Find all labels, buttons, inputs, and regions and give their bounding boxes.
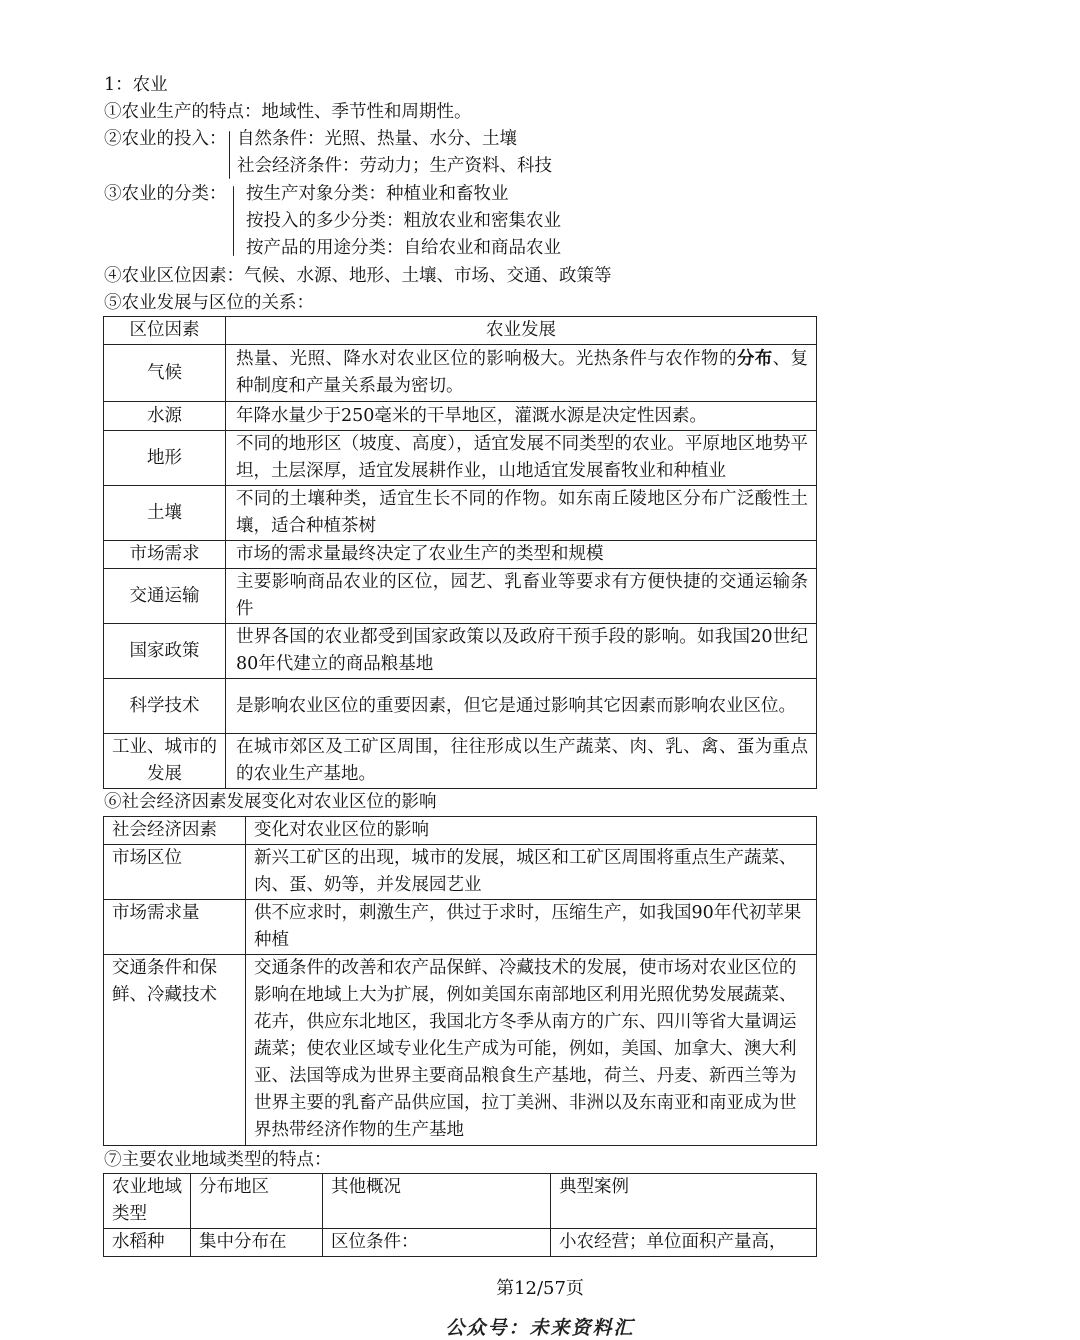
table-row xyxy=(104,345,817,402)
point-2-items xyxy=(237,126,552,180)
desc-cell xyxy=(226,345,817,402)
table-header-cell: 农业发展 xyxy=(226,317,817,345)
region-cell: 集中分布在 xyxy=(191,1229,323,1257)
brace-icon xyxy=(229,131,230,179)
table-header-cell: 农业地域类型 xyxy=(104,1174,191,1229)
factor-cell: 气候 xyxy=(104,345,226,402)
desc-cell: 主要影响商品农业的区位，园艺、乳畜业等要求有方便快捷的交通运输条件 xyxy=(226,569,817,624)
factor-cell: 科学技术 xyxy=(104,679,226,734)
factor-cell: 市场需求量 xyxy=(104,900,246,955)
other-cell: 区位条件： xyxy=(323,1229,551,1257)
factor-cell: 土壤 xyxy=(104,486,226,541)
point-3-item: 按生产对象分类：种植业和畜牧业 xyxy=(246,184,509,204)
case-cell: 小农经营；单位面积产量高， xyxy=(551,1229,817,1257)
desc-cell: 不同的地形区（坡度、高度），适宜发展不同类型的农业。平原地区地势平坦，土层深厚，适宜发展耕作业，山地适宜发展畜牧业和种植业 xyxy=(226,431,817,486)
table-header-cell: 典型案例 xyxy=(551,1174,817,1229)
desc-cell: 交通条件的改善和农产品保鲜、冷藏技术的发展，使市场对农业区位的影响在地域上大为扩展，例如美国东南部地区利用光照优势发展蔬菜、花卉，供应东北地区，我国北方冬季从南方的广东、四川等省大量调运蔬菜；使农业区域专业化生产成为可能，例如，美国、加拿大、澳大利亚、法国等成为世界主要商品粮食生产基地，荷兰、丹麦、新西兰等为世界主要的乳畜产品供应国，拉丁美洲、非洲以及东南亚和南亚成为世界热带经济作物的生产基地 xyxy=(246,955,817,1146)
point-3-label: ③农业的分类： xyxy=(104,184,227,204)
table-row xyxy=(104,900,817,955)
desc-cell: 市场的需求量最终决定了农业生产的类型和规模 xyxy=(226,541,817,569)
point-3-item: 按投入的多少分类：粗放农业和密集农业 xyxy=(246,211,561,231)
desc-cell: 在城市郊区及工矿区周围，往往形成以生产蔬菜、肉、乳、禽、蛋为重点的农业生产基地。 xyxy=(226,734,817,789)
table-row xyxy=(104,569,817,624)
desc-cell: 供不应求时，刺激生产，供过于求时，压缩生产，如我国90年代初苹果种植 xyxy=(246,900,817,955)
point-3-item: 按产品的用途分类：自给农业和商品农业 xyxy=(246,238,561,258)
table-row xyxy=(104,734,817,789)
factor-cell: 市场区位 xyxy=(104,845,246,900)
table-row xyxy=(104,486,817,541)
factor-cell: 地形 xyxy=(104,431,226,486)
table-row xyxy=(104,1229,817,1257)
footer-watermark: 公众号：未来资料汇 xyxy=(445,1317,635,1339)
desc-cell: 不同的土壤种类，适宜生长不同的作物。如东南丘陵地区分布广泛酸性土壤，适合种植茶树 xyxy=(226,486,817,541)
section-heading: 1：农业 xyxy=(104,75,168,95)
desc-cell: 世界各国的农业都受到国家政策以及政府干预手段的影响。如我国20世纪80年代建立的商品粮基地 xyxy=(226,624,817,679)
point-1: ①农业生产的特点：地域性、季节性和周期性。 xyxy=(104,102,472,122)
point-2-label: ②农业的投入： xyxy=(104,129,227,149)
table-header-cell: 其他概况 xyxy=(323,1174,551,1229)
table-header-cell: 分布地区 xyxy=(191,1174,323,1229)
table-header-row xyxy=(104,817,817,845)
point-5: ⑤农业发展与区位的关系： xyxy=(104,293,314,313)
table-row xyxy=(104,541,817,569)
desc-text: 热量、光照、降水对农业区位的影响极大。光热条件与农作物的 xyxy=(236,349,737,369)
factor-cell: 市场需求 xyxy=(104,541,226,569)
table-row xyxy=(104,402,817,431)
table-header-cell: 区位因素 xyxy=(104,317,226,345)
table-row xyxy=(104,431,817,486)
desc-bold-text: 分布 xyxy=(736,349,773,369)
table-row xyxy=(104,624,817,679)
desc-cell: 年降水量少于250毫米的干旱地区，灌溉水源是决定性因素。 xyxy=(226,402,817,431)
factor-cell: 水源 xyxy=(104,402,226,431)
type-cell: 水稻种 xyxy=(104,1229,191,1257)
factor-cell: 国家政策 xyxy=(104,624,226,679)
table-header-row xyxy=(104,1174,817,1229)
socioeconomic-table xyxy=(103,816,817,1146)
point-4: ④农业区位因素：气候、水源、地形、土壤、市场、交通、政策等 xyxy=(104,266,612,286)
table-header-cell: 变化对农业区位的影响 xyxy=(246,817,817,845)
point-2-item: 社会经济条件：劳动力；生产资料、科技 xyxy=(237,156,552,176)
agri-factors-table xyxy=(103,316,817,789)
desc-cell: 是影响农业区位的重要因素，但它是通过影响其它因素而影响农业区位。 xyxy=(226,679,817,734)
brace-icon xyxy=(233,186,234,256)
table-row xyxy=(104,845,817,900)
factor-cell: 交通运输 xyxy=(104,569,226,624)
desc-text: 、复种制度和产量关系最为密切。 xyxy=(236,349,809,396)
page-number: 第12/57页 xyxy=(496,1278,584,1299)
point-3-items xyxy=(246,181,561,262)
table-header-row xyxy=(104,317,817,345)
desc-cell: 新兴工矿区的出现，城市的发展，城区和工矿区周围将重点生产蔬菜、肉、蛋、奶等，并发展园艺业 xyxy=(246,845,817,900)
factor-cell: 交通条件和保鲜、冷藏技术 xyxy=(104,955,246,1146)
point-2-item: 自然条件：光照、热量、水分、土壤 xyxy=(237,129,517,149)
table-row xyxy=(104,955,817,1146)
table-header-cell: 社会经济因素 xyxy=(104,817,246,845)
agri-region-types-table xyxy=(103,1173,817,1257)
factor-cell: 工业、城市的发展 xyxy=(104,734,226,789)
table-row xyxy=(104,679,817,734)
point-6: ⑥社会经济因素发展变化对农业区位的影响 xyxy=(104,792,437,812)
point-7: ⑦主要农业地域类型的特点： xyxy=(104,1150,332,1170)
